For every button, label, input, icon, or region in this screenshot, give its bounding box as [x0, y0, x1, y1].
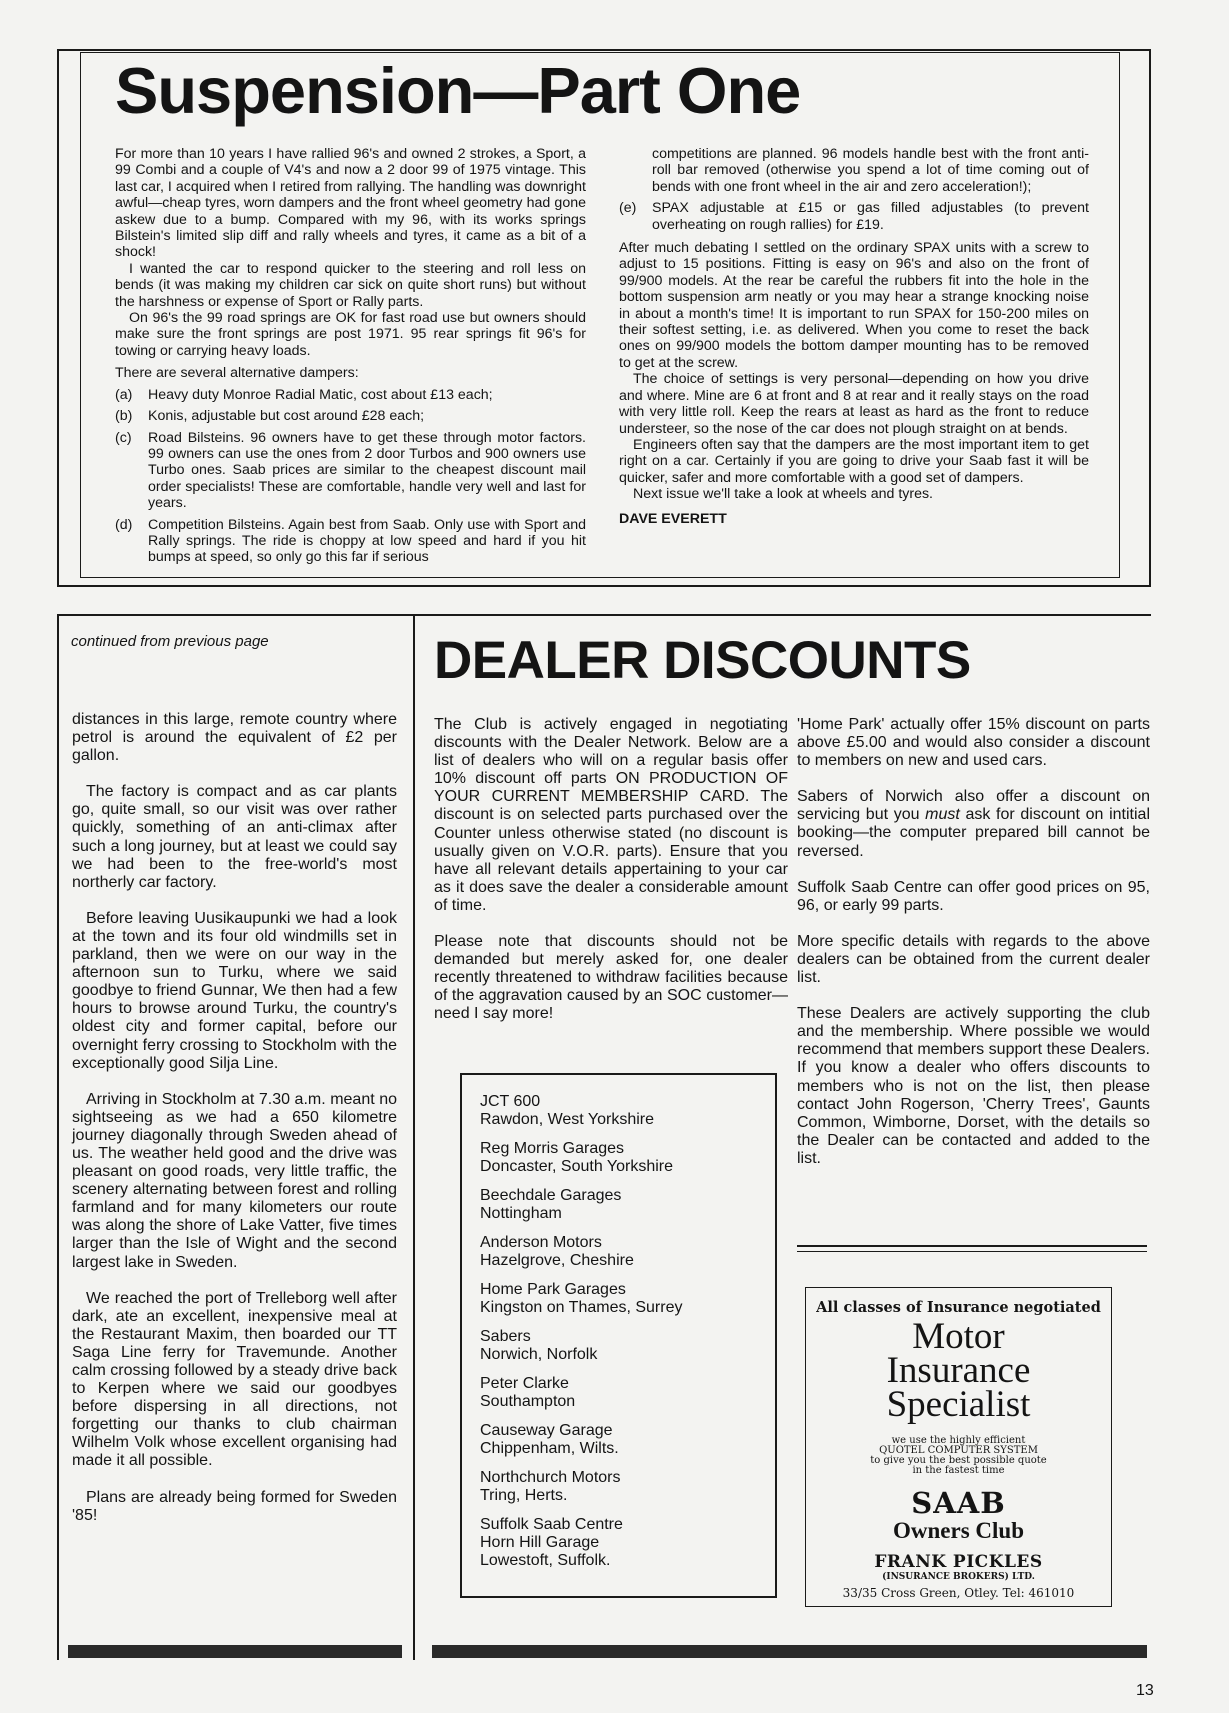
- advert-headline: Motor Insurance Specialist: [886, 1316, 1031, 1425]
- author-signature: DAVE EVERETT: [619, 510, 727, 527]
- saab-logo: SAAB: [911, 1486, 1006, 1520]
- suspension-column-left: [115, 146, 586, 566]
- damper-list-item: (b) Konis, adjustable but cost around £28 each;: [115, 408, 425, 425]
- left-border-rule: [57, 614, 59, 1660]
- dealer-paragraph: 'Home Park' actually offer 15% discount on parts above £5.00 and would also consider a discount to members on new and used cars.: [797, 716, 1150, 770]
- dealer-paragraph: The Club is actively engaged in negotiating discounts with the Dealer Network. Below are a list of dealers who will on a regular basis offer 10% discount off parts ON PRODUCTION OF YOUR CURRENT MEMBERSHIP CARD. The discount is on selected parts purchased over the Counter unless otherwise stated (no discount is usually given on V.O.R. parts). Ensure that you have all relevant details appertaining to your car as it does save the dealer a considerable amount of time.: [434, 716, 788, 914]
- suspension-paragraph: On 96's the 99 road springs are OK for fast road use but owners should make sure the front springs are post 1971. 95 rear springs fit 96's for towing or carrying heavy loads.: [115, 310, 586, 359]
- damper-list-item: (d) Competition Bilsteins. Again best from Saab. Only use with Sport and Rally springs. The ride is choppy at low speed and hard if you hit bumps at speed, so only go this far if serious: [115, 516, 586, 566]
- dealer-paragraph: Suffolk Saab Centre can offer good prices on 95, 96, or early 99 parts.: [797, 878, 1150, 914]
- company-name: FRANK PICKLES: [874, 1552, 1043, 1572]
- dealer-paragraph: These Dealers are actively supporting the club and the membership. Where possible we would recommend that members support these Dealers. If you know a dealer who offers discounts to members who is not on the list, then please contact John Rogerson, 'Cherry Trees', Gaunts Common, Wimborne, Dorset, with the details so the Dealer can be contacted and added to the list.: [797, 1005, 1150, 1167]
- suspension-paragraph: The choice of settings is very personal—depending on how you drive and where. Mine are 6 at front and 8 at rear and it really stays on the road with very little roll. Keep the rears at least as hard as the front to reduce understeer, so the nose of the car does not plough straight on at bends.: [619, 371, 1089, 437]
- damper-list-item: (a) Heavy duty Monroe Radial Matic, cost about £13 each;: [115, 386, 493, 403]
- dealer-paragraph: Sabers of Norwich also offer a discount on servicing but you must ask for discount on intitial booking—the computer prepared bill cannot be reversed.: [797, 788, 1150, 860]
- damper-list-item: (c) Road Bilsteins. 96 owners have to get these through motor factors. 99 owners can use the ones from 2 door Turbos and 900 owners use Turbo ones. Saab prices are similar to the cheapest discount mail order specialists! These are comfortable, handle very well and last for years.: [115, 429, 586, 512]
- dealer-paragraph: More specific details with regards to the above dealers can be obtained from the current dealer list.: [797, 932, 1150, 987]
- travel-paragraph: Plans are already being formed for Sweden '85!: [72, 1488, 397, 1524]
- damper-list-item: (e) SPAX adjustable at £15 or gas filled adjustables (to prevent overheating on rough rallies) for £19.: [619, 200, 1089, 233]
- dealer-entry: Sabers Norwich, Norfolk: [480, 1328, 598, 1363]
- continued-note: continued from previous page: [71, 633, 269, 650]
- column-divider: [413, 614, 415, 1660]
- travel-paragraph: distances in this large, remote country where petrol is around the equivalent of £2 per gallon.: [72, 711, 397, 765]
- dealer-entry: Reg Morris Garages Doncaster, South Yorkshire: [480, 1140, 674, 1175]
- dealer-entry: Peter Clarke Southampton: [480, 1375, 576, 1410]
- travel-paragraph: The factory is compact and as car plants go, quite small, so our visit was over rather quickly, something of an anti-climax after such a long journey, but at least we could say we had been to the free-world's most northerly car factory.: [72, 783, 397, 891]
- advert-small-print: we use the highly efficient QUOTEL COMPUTER SYSTEM to give you the best possible quote in the fastest time: [870, 1435, 1047, 1476]
- dealer-entry: Suffolk Saab Centre Horn Hill Garage Lowestoft, Suffolk.: [480, 1516, 623, 1569]
- travel-paragraph: Arriving in Stockholm at 7.30 a.m. meant no sightseeing as we had a 650 kilometre journey diagonally through Sweden ahead of us. The weather held good and the drive was pleasant on good roads, very little traffic, the scenery alternating between forest and rolling farmland and for many kilometers our route was along the shore of Lake Vatter, five times larger than the Isle of Wight and the second largest lake in Sweden.: [72, 1090, 397, 1271]
- dealer-discounts-title: DEALER DISCOUNTS: [434, 631, 971, 690]
- page-number: 13: [1136, 1682, 1154, 1699]
- suspension-paragraph: competitions are planned. 96 models handle best with the front anti-roll bar removed (otherwise you spend a lot of time coming out of bends with one front wheel in the air and zero acceleration!);: [652, 146, 1089, 195]
- double-rule: [797, 1245, 1147, 1252]
- dealer-column-left: [434, 716, 788, 1042]
- company-subtitle: (INSURANCE BROKERS) LTD.: [882, 1572, 1035, 1582]
- dealer-column-right: [797, 716, 1150, 1186]
- dealer-entry: Anderson Motors Hazelgrove, Cheshire: [480, 1234, 634, 1269]
- travel-paragraph: Before leaving Uusikaupunki we had a look at the town and its four old windmills set in parkland, then we were on our way in the afternoon sun to Turku, where we said goodbye to friend Gunnar, We then had a few hours to browse around Turku, the country's oldest city and former capital, before our overnight ferry crossing to Stockholm with the exceptionally good Silja Line.: [72, 909, 397, 1072]
- suspension-paragraph: Engineers often say that the dampers are the most important item to get right on a car. Certainly if you are going to drive your Saab fast it will be quicker, safer and more comfortable with a good set of dampers.: [619, 436, 1089, 486]
- suspension-paragraph: There are several alternative dampers:: [115, 365, 359, 382]
- suspension-paragraph: I wanted the car to respond quicker to the steering and roll less on bends (it was making my children car sick on quite short runs) but without the harshness or expense of Sport or Rally parts.: [115, 260, 586, 310]
- suspension-paragraph: For more than 10 years I have rallied 96's and owned 2 strokes, a Sport, a 99 Combi and a couple of V4's and now a 2 door 99 of 1975 vintage. This last car, I acquired when I retired from rallying. The handling was downright awful—cheap tyres, worn dampers and the front wheel geometry had gone askew due to a bump. Compared with my 96, with its works springs Bilstein's limited slip diff and rally wheels and tyres, it came as a bit of a shock!: [115, 146, 586, 261]
- suspension-column-right: [619, 146, 1089, 527]
- suspension-paragraph: Next issue we'll take a look at wheels and tyres.: [633, 486, 934, 503]
- travel-paragraph: We reached the port of Trelleborg well after dark, ate an excellent, inexpensive meal at the Restaurant Maxim, then boarded our TT Saga Line ferry for Travemunde. Another calm crossing followed by a steady drive back to Kerpen where we said our goodbyes before dispersing in all directions, not forgetting our thanks to club chairman Wilhelm Volk whose excellent organising had made it all possible.: [72, 1289, 397, 1470]
- dealer-entry: Home Park Garages Kingston on Thames, Surrey: [480, 1281, 683, 1316]
- dealer-entry: JCT 600 Rawdon, West Yorkshire: [480, 1093, 655, 1128]
- dealer-entry: Beechdale Garages Nottingham: [480, 1187, 622, 1222]
- travel-column: [72, 711, 397, 1543]
- dealer-paragraph: Please note that discounts should not be demanded but merely asked for, one dealer recently threatened to withdraw facilities because of the aggravation caused by an SOC customer—need I say more!: [434, 933, 788, 1023]
- dealer-entry: Causeway Garage Chippenham, Wilts.: [480, 1422, 619, 1457]
- dealer-list-box: [460, 1073, 777, 1598]
- dealer-entry: Northchurch Motors Tring, Herts.: [480, 1469, 621, 1504]
- company-address: 33/35 Cross Green, Otley. Tel: 461010: [842, 1586, 1075, 1600]
- suspension-paragraph: After much debating I settled on the ordinary SPAX units with a screw to adjust to 15 positions. Fitting is easy on 96's and also on the front of 99/900 models. At the rear be careful the rubbers fit into the hole in the bottom suspension arm neatly or you may hear a strange knocking noise in about a month's time! It is important to run SPAX for 150-200 miles on their softest setting, i.e. as delivered. When you come to reset the back ones on 99/900 models the bottom damper mounting has to be removed to get at the screw.: [619, 240, 1089, 371]
- bottom-bar-right: [432, 1645, 1147, 1658]
- owners-club-text: Owners Club: [893, 1518, 1024, 1543]
- insurance-advert: [805, 1287, 1112, 1607]
- bottom-bar-left: [68, 1645, 402, 1658]
- suspension-title: Suspension—Part One: [115, 54, 801, 127]
- section-divider: [57, 614, 1151, 616]
- advert-header: All classes of Insurance negotiated: [816, 1299, 1101, 1316]
